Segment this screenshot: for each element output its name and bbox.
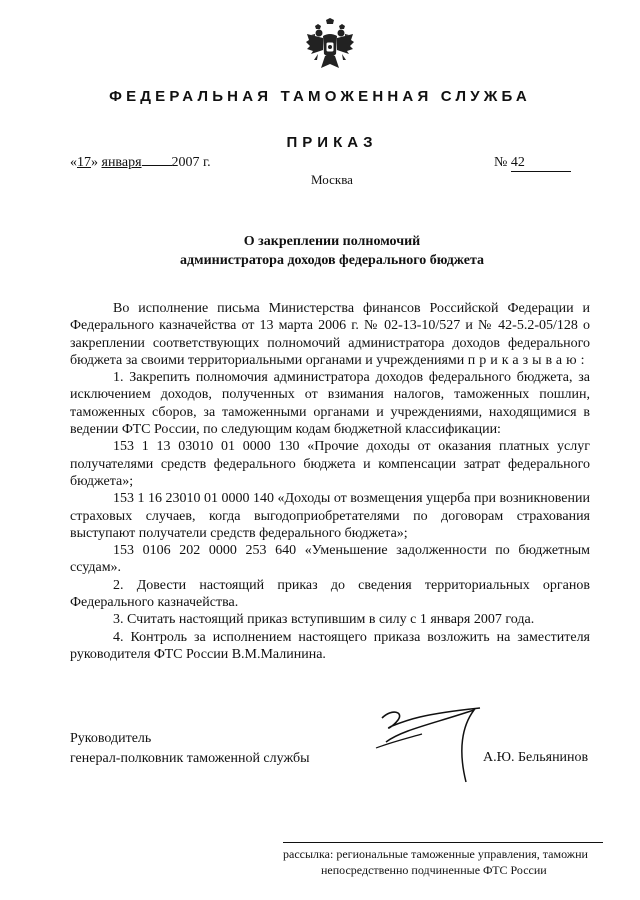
intro-paragraph [70, 300, 590, 369]
date-close-quote: » [91, 155, 102, 170]
mailing-line-1: рассылка: региональные таможенные управления, таможни [283, 847, 588, 861]
mailing-line-2: непосредственно подчиненные ФТС России [321, 863, 547, 877]
signatory-name: А.Ю. Бельянинов [483, 750, 589, 765]
order-heading [0, 232, 640, 270]
date-open-quote: « [70, 155, 77, 170]
intro-text: Во исполнение письма Министерства финансов Российской Федерации и Федерального казначейства от 13 марта 2006 г. № 02-13-10/527 и № 42-5.2-05/128 о закреплении соответствующих полномочий администратора доходов федерального бюджета за своими территориальными органами и учреждениями [70, 301, 590, 368]
item-4: 4. Контроль за исполнением настоящего приказа возложить на заместителя руководителя ФТС России В.М.Малинина. [70, 629, 590, 662]
mailing-list [283, 842, 603, 878]
budget-code-2: 153 1 16 23010 01 0000 140 «Доходы от возмещения ущерба при возникновении страховых случаев, когда выгодоприобретателями по договорам страхования выступают получатели средств федерального бюджета»; [70, 491, 590, 541]
item-2: 2. Довести настоящий приказ до сведения территориальных органов Федерального казначейства. [70, 577, 590, 611]
number-value: 42 [511, 155, 571, 172]
city: Москва [311, 172, 353, 187]
agency-name: ФЕДЕРАЛЬНАЯ ТАМОЖЕННАЯ СЛУЖБА [109, 88, 531, 105]
handwritten-signature [362, 690, 497, 785]
intro-verb: приказываю: [467, 352, 589, 368]
order-date [70, 155, 211, 171]
date-month: января [101, 155, 142, 170]
signatory-title [70, 729, 309, 769]
date-suffix: г. [199, 155, 211, 170]
item-1: 1. Закрепить полномочия администратора доходов федерального бюджета, за исключением доходов, полученных от взимания налогов, таможенных пошлин, таможенных сборов, за таможенными органами и учреждениями, находящимися в ведении ФТС России, по следующим кодам бюджетной классификации: [70, 370, 590, 438]
budget-code-3: 153 0106 202 0000 253 640 «Уменьшение задолженности по бюджетным ссудам». [70, 543, 590, 576]
signatory-rank: генерал-полковник таможенной службы [70, 751, 310, 766]
order-body [70, 300, 590, 663]
heading-line-2: администратора доходов федерального бюджета [179, 253, 485, 268]
number-prefix: № [494, 155, 511, 170]
heading-line-1: О закреплении полномочий [243, 234, 421, 249]
budget-code-1: 153 1 13 03010 01 0000 130 «Прочие доходы от оказания платных услуг получателями средств федерального бюджета и компенсации затрат федерального бюджета»; [70, 439, 590, 489]
order-number [494, 155, 571, 172]
item-3: 3. Считать настоящий приказ вступившим в силу с 1 января 2007 года. [113, 612, 535, 628]
signatory-position: Руководитель [70, 731, 152, 746]
date-day: 17 [77, 155, 91, 170]
double-headed-eagle-emblem [305, 18, 355, 74]
date-year: 2007 [171, 155, 200, 170]
document-type: ПРИКАЗ [286, 134, 378, 151]
